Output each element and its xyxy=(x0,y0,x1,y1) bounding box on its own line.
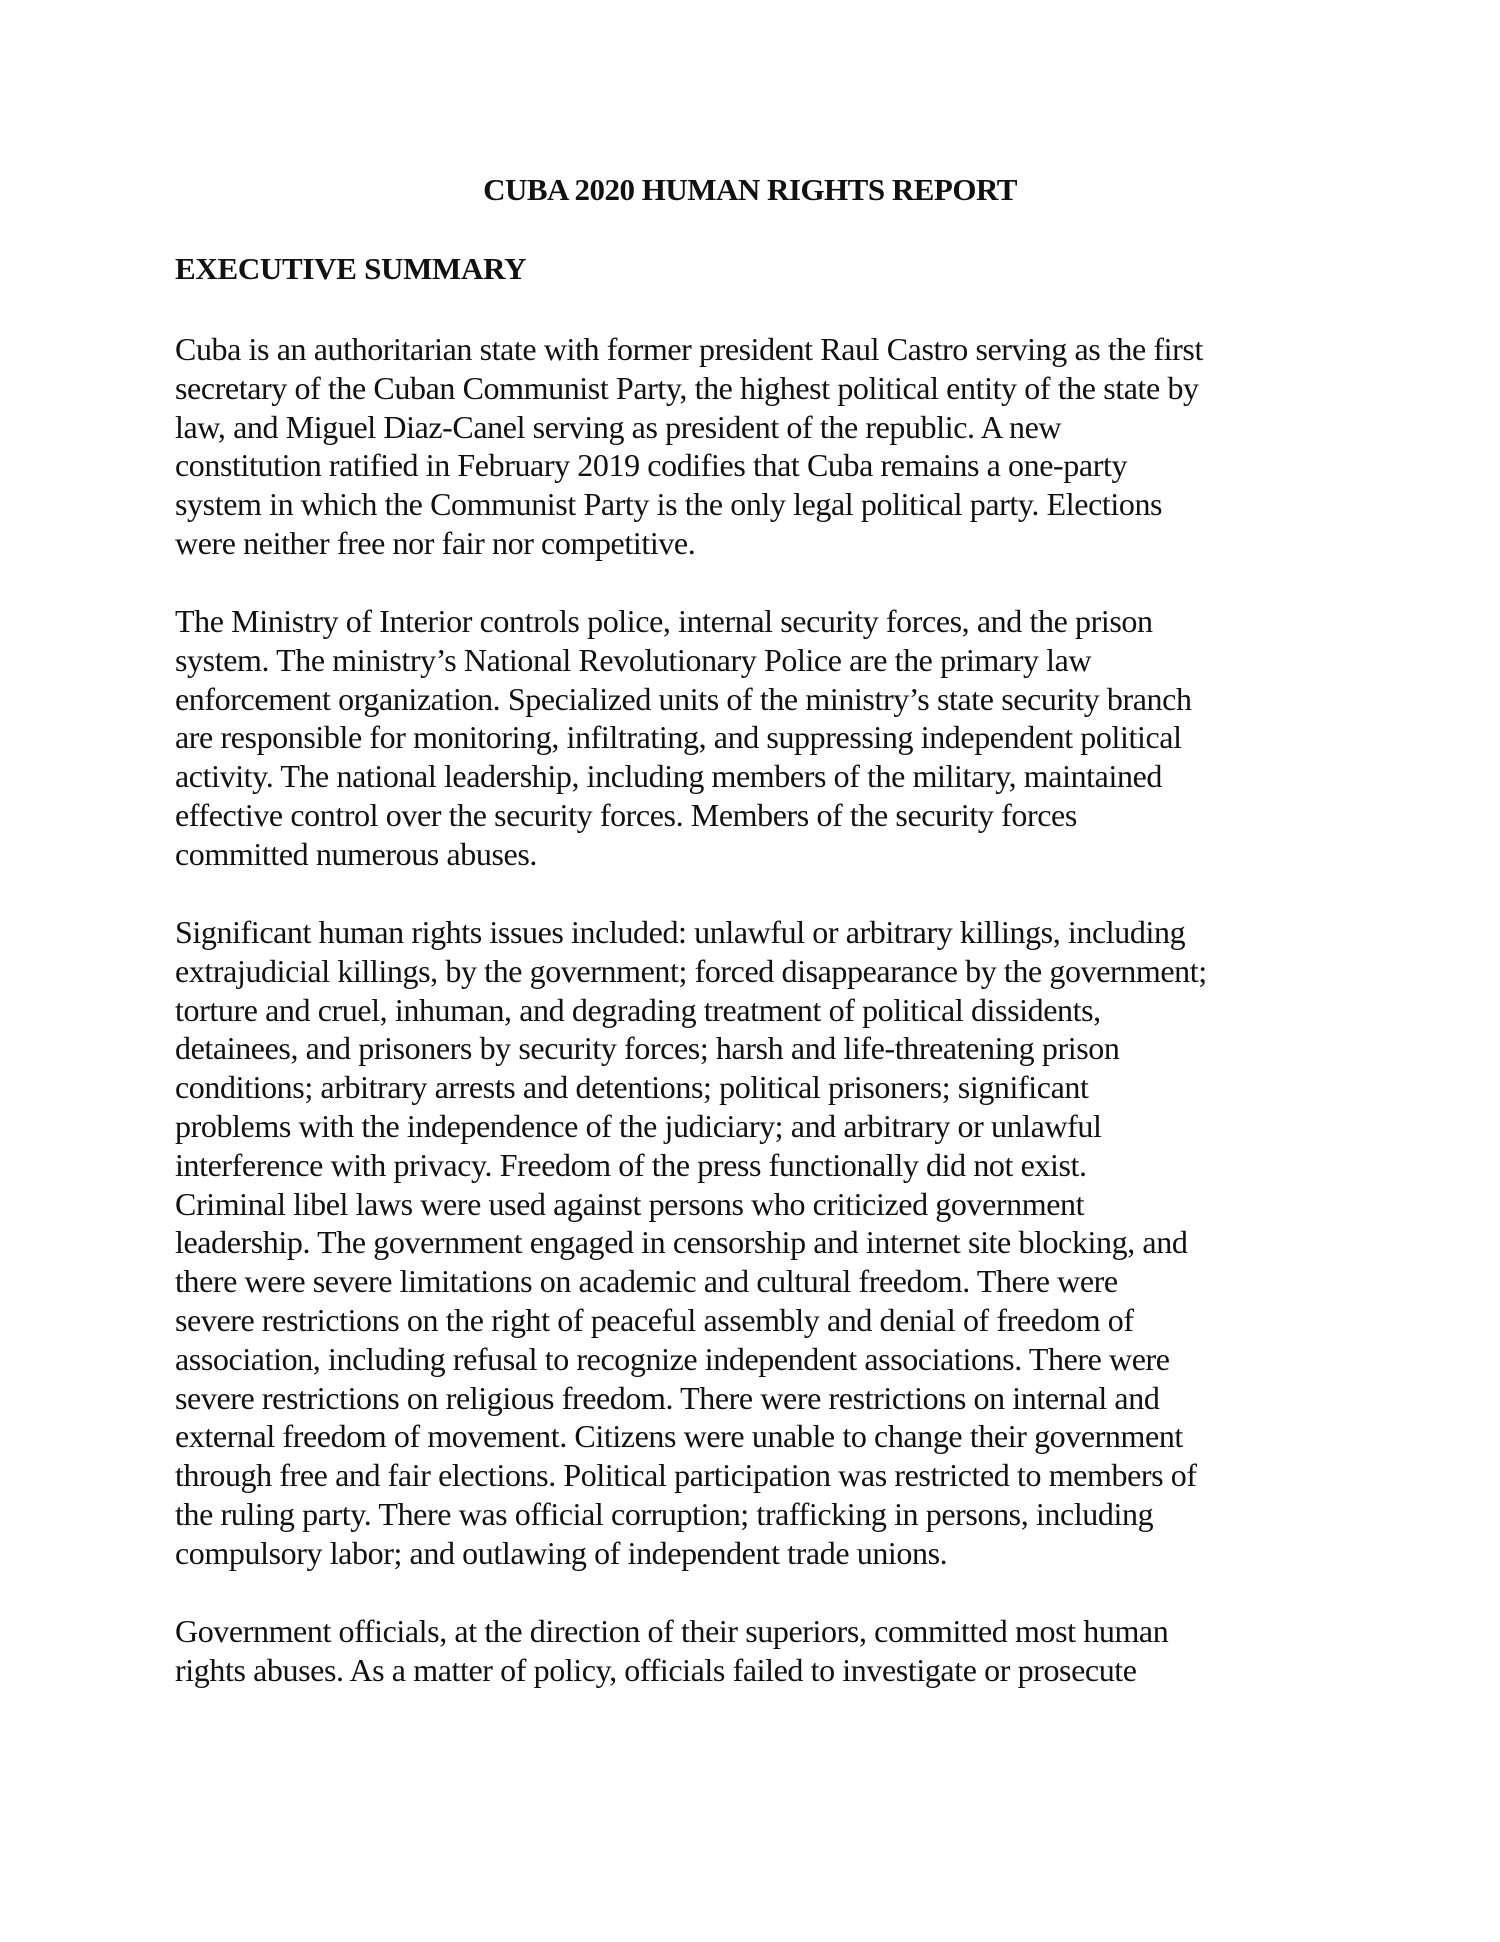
text-line: The Ministry of Interior controls police, internal security forces, and the prison xyxy=(175,603,1153,639)
text-line: Criminal libel laws were used against persons who criticized government xyxy=(175,1185,1085,1222)
text-line: were neither free nor fair nor competitive. xyxy=(175,524,696,561)
text-line: secretary of the Cuban Communist Party, the highest political entity of the state by xyxy=(175,369,1199,406)
text-line: problems with the independence of the judiciary; and arbitrary or unlawful xyxy=(175,1107,1102,1144)
text-line: external freedom of movement. Citizens were unable to change their government xyxy=(175,1418,1183,1455)
text-line: law, and Miguel Diaz-Canel serving as president of the republic. A new xyxy=(175,408,1062,445)
text-line: conditions; arbitrary arrests and detentions; political prisoners; significant xyxy=(175,1069,1089,1106)
text-line: the ruling party. There was official corruption; trafficking in persons, including xyxy=(175,1495,1154,1532)
text-line: torture and cruel, inhuman, and degrading treatment of political dissidents, xyxy=(175,991,1101,1028)
text-line: system in which the Communist Party is the only legal political party. Elections xyxy=(175,486,1163,523)
text-line: system. The ministry’s National Revolutionary Police are the primary law xyxy=(175,641,1092,678)
text-line: severe restrictions on the right of peaceful assembly and denial of freedom of xyxy=(175,1301,1134,1338)
text-line: interference with privacy. Freedom of the press functionally did not exist. xyxy=(175,1146,1087,1183)
text-line: activity. The national leadership, including members of the military, maintained xyxy=(175,758,1162,795)
section-heading: EXECUTIVE SUMMARY xyxy=(175,251,527,286)
text-line: committed numerous abuses. xyxy=(175,835,537,872)
text-line: enforcement organization. Specialized units of the ministry’s state security branch xyxy=(175,680,1192,717)
text-line: there were severe limitations on academic and cultural freedom. There were xyxy=(175,1263,1118,1300)
text-line: severe restrictions on religious freedom. There were restrictions on internal and xyxy=(175,1379,1160,1416)
text-line: Significant human rights issues included: unlawful or arbitrary killings, including xyxy=(175,914,1186,950)
text-line: through free and fair elections. Political participation was restricted to members of xyxy=(175,1457,1197,1494)
paragraph-1 xyxy=(175,330,1203,563)
text-line: leadership. The government engaged in censorship and internet site blocking, and xyxy=(175,1224,1188,1261)
text-line: Cuba is an authoritarian state with former president Raul Castro serving as the first xyxy=(175,331,1203,367)
text-line: detainees, and prisoners by security forces; harsh and life-threatening prison xyxy=(175,1030,1120,1067)
text-line: compulsory labor; and outlawing of independent trade unions. xyxy=(175,1534,948,1571)
paragraph-3 xyxy=(175,913,1207,1573)
text-line: rights abuses. As a matter of policy, officials failed to investigate or prosecute xyxy=(175,1651,1137,1688)
document-title: CUBA 2020 HUMAN RIGHTS REPORT xyxy=(483,172,1017,207)
text-line: constitution ratified in February 2019 codifies that Cuba remains a one-party xyxy=(175,447,1128,484)
paragraph-4 xyxy=(175,1612,1168,1690)
text-line: effective control over the security forces. Members of the security forces xyxy=(175,796,1077,833)
paragraph-2 xyxy=(175,602,1192,874)
text-line: are responsible for monitoring, infiltrating, and suppressing independent political xyxy=(175,719,1182,756)
text-line: Government officials, at the direction of their superiors, committed most human xyxy=(175,1613,1169,1649)
text-line: extrajudicial killings, by the government; forced disappearance by the government; xyxy=(175,952,1207,989)
text-line: association, including refusal to recognize independent associations. There were xyxy=(175,1340,1170,1377)
